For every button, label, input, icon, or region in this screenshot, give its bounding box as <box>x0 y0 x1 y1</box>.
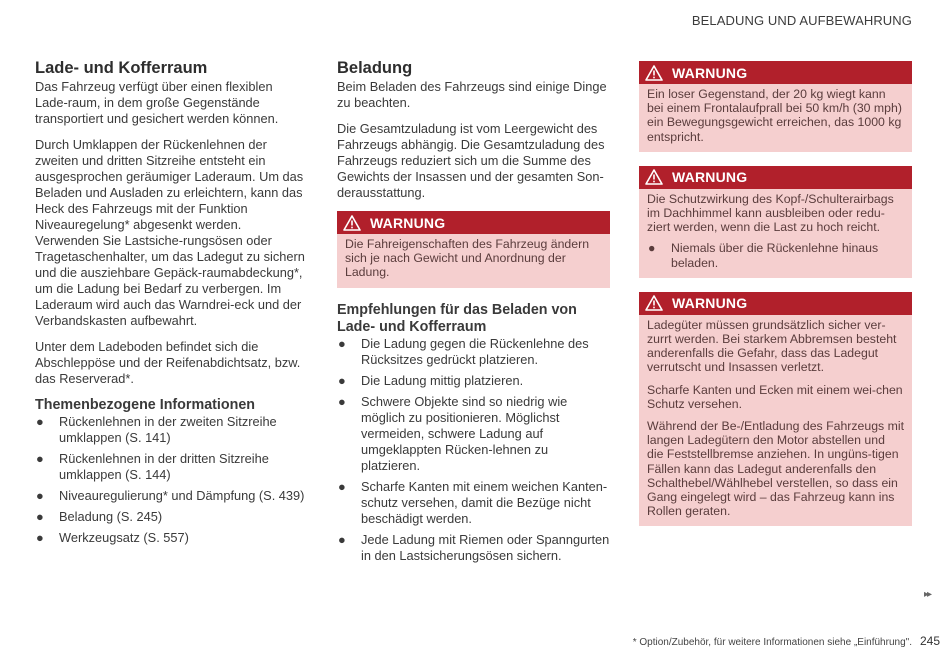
page-footer <box>633 634 940 648</box>
footnote: * Option/Zubehör, für weitere Informationen siehe „Einführung". <box>632 637 912 648</box>
warning-box <box>639 166 912 278</box>
section-header: BELADUNG UND AUFBEWAHRUNG <box>691 13 912 28</box>
paragraph: Die Gesamtzuladung ist vom Leergewicht des Fahrzeugs abhängig. Die Gesamtzuladung des Fahrzeugs reduziert sich um die Summe des Gewichts der Insassen und der gesamten Son-derausstattung. <box>337 121 605 200</box>
warning-text: Während der Be-/Entladung des Fahrzeugs mit langen Ladegütern den Motor abstellen und die Feststellbremse anziehen. In ungüns-tigen Fällen kann das Ladegut anderenfalls den Schalthebel/Wählhebel verstellen, so dass ein Gang eingelegt wird – das Fahrzeug kann ins Rollen geraten. <box>647 419 905 519</box>
related-info-title: Themenbezogene Informationen <box>35 397 256 413</box>
warning-triangle-icon <box>343 215 361 231</box>
paragraph: Unter dem Ladeboden befindet sich die Abschleppöse und der Reifenabdichtsatz, bzw. das Reserverad*. <box>35 339 301 386</box>
section-title: Beladung <box>337 59 413 77</box>
bullet-icon: ● <box>338 393 346 409</box>
list-item: ● Jede Ladung mit Riemen oder Spanngurten in den Lastsicherungsösen sichern. <box>338 531 610 563</box>
list-item: ● Die Ladung gegen die Rückenlehne des Rücksitzes gedrückt platzieren. <box>338 335 589 367</box>
warning-label: WARNUNG <box>370 214 446 231</box>
related-link[interactable]: ● Beladung (S. 245) <box>36 509 163 524</box>
bullet-icon: ● <box>338 478 346 494</box>
intro-text: Das Fahrzeug verfügt über einen flexiblen Lade-raum, in dem große Gegenstände transportiert und gesichert werden können. <box>35 79 279 126</box>
warning-text: Die Schutzwirkung des Kopf-/Schulterairbags im Dachhimmel kann ausbleiben oder redu-ziert werden, wenn die Last zu hoch reicht. <box>647 191 894 235</box>
bullet-icon: ● <box>36 488 44 503</box>
bullet-icon: ● <box>338 372 346 388</box>
warning-box <box>639 61 912 152</box>
bullet-icon: ● <box>338 335 346 351</box>
list-item: ● Schwere Objekte sind so niedrig wie möglich zu positionieren. Möglichst vermeiden, schwere Ladung auf umgeklappten Rücken-lehnen zu platzieren. <box>338 393 568 473</box>
warning-body <box>337 234 610 288</box>
warning-text: Ein loser Gegenstand, der 20 kg wiegt kann bei einem Frontalaufprall bei 50 km/h (30 mph) ein Bewegungsgewicht erreichen, das 1000 kg entspricht. <box>647 87 902 144</box>
warning-text: Scharfe Kanten und Ecken mit einem wei-chen Schutz versehen. <box>647 382 903 411</box>
warning-body <box>639 315 912 527</box>
related-link[interactable]: ● Werkzeugsatz (S. 557) <box>36 530 189 545</box>
bullet-icon: ● <box>36 530 44 545</box>
bullet-icon: ● <box>36 451 44 466</box>
warning-header <box>337 211 610 234</box>
related-link[interactable]: ● Rückenlehnen in der zweiten Sitzreihe umklappen (S. 141) <box>36 414 277 445</box>
column-warnings <box>639 61 912 526</box>
list-item: ● Scharfe Kanten mit einem weichen Kanten-schutz versehen, damit die Bezüge nicht beschädigt werden. <box>338 478 608 526</box>
warning-box <box>639 292 912 527</box>
column-cargo-area <box>35 58 307 546</box>
warning-bullet-list <box>647 241 904 269</box>
related-link[interactable]: ● Niveauregulierung* und Dämpfung (S. 439) <box>36 488 305 503</box>
next-page-icon[interactable]: ▸▸ <box>924 589 931 600</box>
page-number: 245 <box>919 634 940 648</box>
recommendations-list <box>337 336 610 564</box>
warning-body <box>639 189 912 278</box>
bullet-icon: ● <box>36 509 44 524</box>
column-loading <box>337 58 610 564</box>
warning-box <box>337 211 610 288</box>
warning-label: WARNUNG <box>672 64 748 81</box>
warning-triangle-icon <box>645 169 663 185</box>
list-item: ● Die Ladung mittig platzieren. <box>338 372 524 388</box>
related-links-list <box>35 414 307 546</box>
warning-triangle-icon <box>645 295 663 311</box>
related-link[interactable]: ● Rückenlehnen in der dritten Sitzreihe umklappen (S. 144) <box>36 451 269 482</box>
warning-label: WARNUNG <box>672 295 748 312</box>
bullet-icon: ● <box>648 241 656 256</box>
warning-header <box>639 166 912 189</box>
warning-label: WARNUNG <box>672 169 748 186</box>
warning-text: Ladegüter müssen grundsätzlich sicher ver-zurrt werden. Bei starkem Abbremsen besteht anderenfalls die Gefahr, dass das Ladegut verrutscht und Insassen verletzt. <box>647 317 897 375</box>
intro-text: Beim Beladen des Fahrzeugs sind einige Dinge zu beachten. <box>337 79 607 110</box>
warning-text: Die Fahreigenschaften des Fahrzeug ändern sich je nach Gewicht und Anordnung der Ladung. <box>345 237 590 280</box>
section-title: Lade- und Kofferraum <box>35 59 208 77</box>
bullet-icon: ● <box>338 531 346 547</box>
list-item: ● Niemals über die Rückenlehne hinaus beladen. <box>648 241 879 270</box>
warning-header <box>639 61 912 84</box>
bullet-icon: ● <box>36 414 44 429</box>
warning-header <box>639 292 912 315</box>
warning-triangle-icon <box>645 65 663 81</box>
warning-body <box>639 84 912 152</box>
recommendations-title: Empfehlungen für das Beladen von Lade- und Kofferraum <box>337 301 577 335</box>
paragraph: Durch Umklappen der Rückenlehnen der zweiten und dritten Sitzreihe entsteht ein ausgesprochen geräumiger Laderaum. Um das Beladen und Ausladen zu erleichtern, kann das Heck des Fahrzeugs mit der Funktion Niveauregelung* abgesenkt werden. Verwenden Sie Lastsiche-rungsösen oder Tragetaschenhalter, um das Ladegut zu sichern und die ausziehbare Gepäck-raumabdeckung*, um die Ladung bei Bedarf zu verbergen. Im Laderaum wird auch das Warndrei-eck und der Verbandskasten aufbewahrt. <box>35 137 305 328</box>
